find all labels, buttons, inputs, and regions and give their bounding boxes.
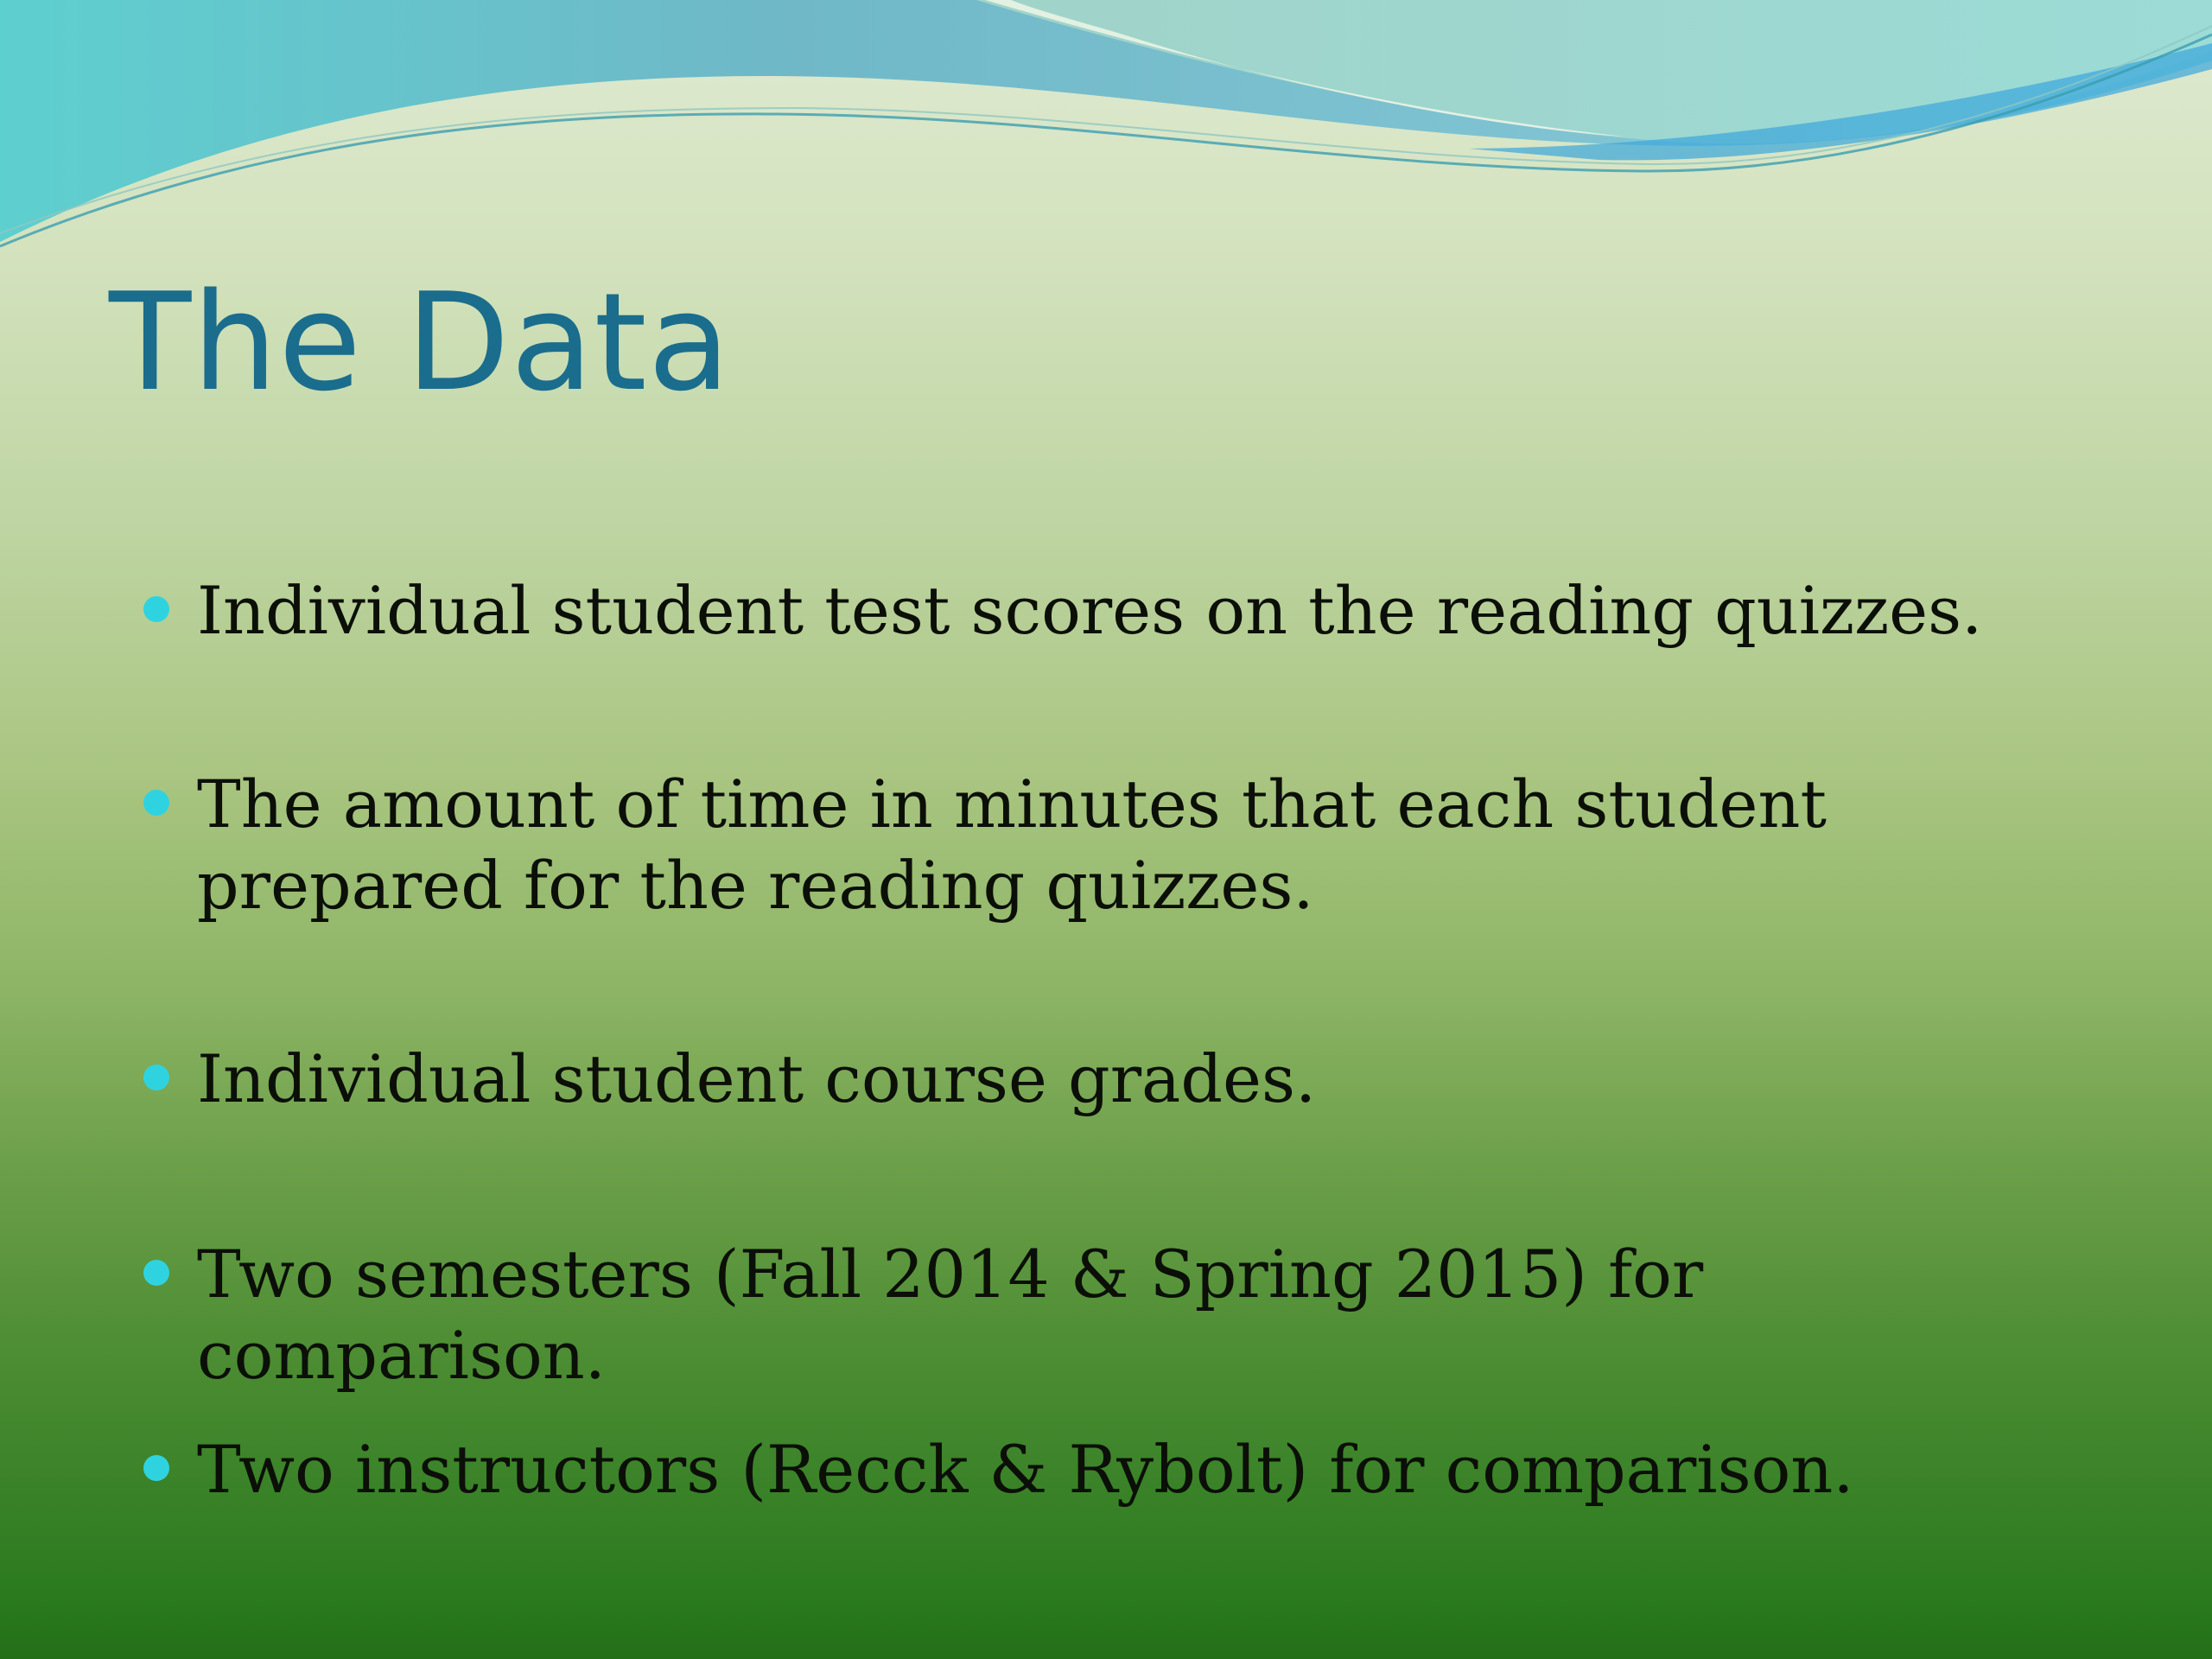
bullet-text: Individual student course grades.	[197, 1040, 1317, 1117]
slide-title: The Data	[109, 264, 732, 421]
bullet-item	[197, 570, 2098, 652]
bullet-marker-icon	[143, 1260, 169, 1286]
bullet-text: The amount of time in minutes that each student prepared for the reading quizzes.	[197, 766, 1827, 924]
bullet-text: Individual student test scores on the reading quizzes.	[197, 572, 1983, 649]
bullet-marker-icon	[143, 1065, 169, 1090]
bullet-item	[197, 1039, 2098, 1120]
bullet-marker-icon	[143, 596, 169, 622]
bullet-text: Two semesters (Fall 2014 & Spring 2015) for comparison.	[197, 1236, 1704, 1394]
bullet-item	[197, 764, 2098, 926]
bullet-marker-icon	[143, 790, 169, 816]
bullet-item	[197, 1429, 2098, 1510]
bullet-marker-icon	[143, 1455, 169, 1481]
bullet-item	[197, 1234, 2098, 1396]
bullet-text: Two instructors (Recck & Rybolt) for comparison.	[197, 1431, 1854, 1508]
